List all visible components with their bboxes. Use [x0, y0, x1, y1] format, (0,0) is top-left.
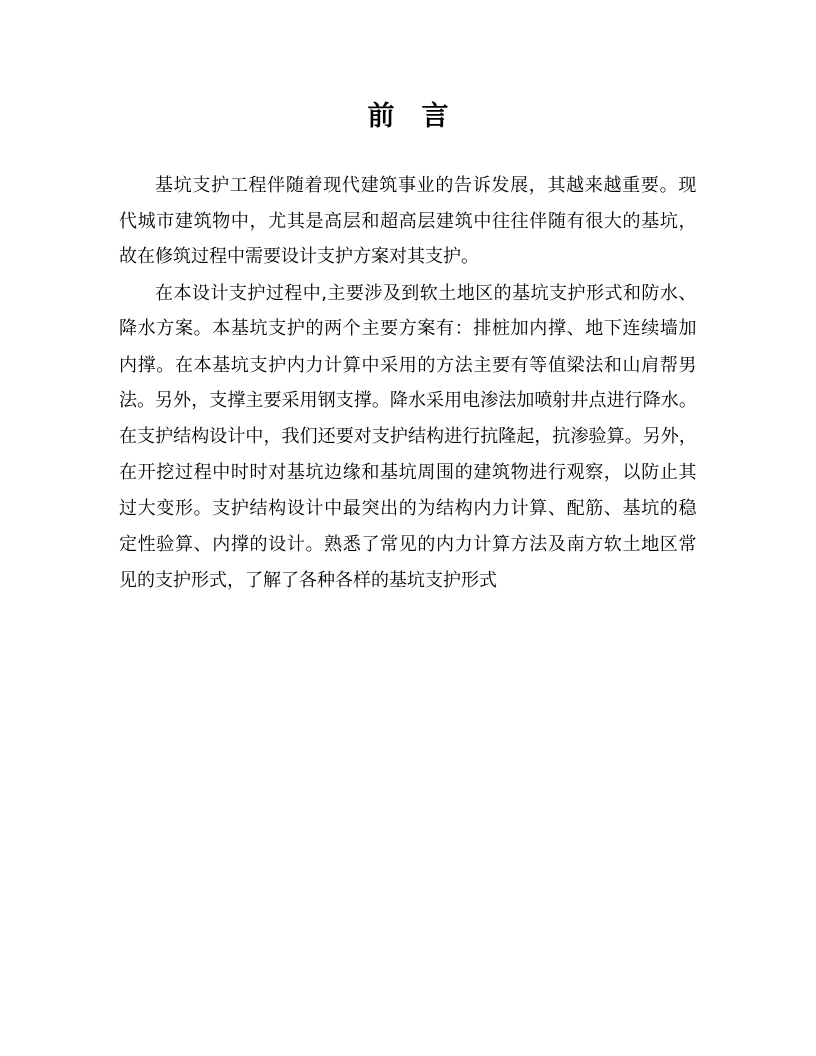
paragraph-1-line-2: 代城市建筑物中，尤其是高层和超高层建筑中往往伴随有很大的基坑， [119, 211, 698, 232]
paragraph-1-line-3: 故在修筑过程中需要设计支护方案对其支护。 [119, 246, 479, 267]
paragraph-2-line-2: 降水方案。本基坑支护的两个主要方案有：排桩加内撑、地下连续墙加 [119, 318, 698, 339]
paragraph-1-line-1: 基坑支护工程伴随着现代建筑事业的告诉发展，其越来越重要。现 [155, 175, 698, 196]
paragraph-2-line-8: 定性验算、内撑的设计。熟悉了常见的内力计算方法及南方软土地区常 [119, 534, 698, 555]
paragraph-2-line-3: 内撑。在本基坑支护内力计算中采用的方法主要有等值梁法和山肩帮男 [119, 355, 698, 376]
paragraph-2-line-6: 在开挖过程中时时对基坑边缘和基坑周围的建筑物进行观察，以防止其 [119, 462, 698, 483]
paragraph-2-line-5: 在支护结构设计中，我们还要对支护结构进行抗隆起，抗渗验算。另外， [119, 426, 697, 447]
paragraph-2-line-4: 法。另外，支撑主要采用钢支撑。降水采用电渗法加喷射井点进行降水。 [119, 390, 697, 411]
page-title: 前 言 [367, 101, 449, 132]
paragraph-2-line-9: 见的支护形式，了解了各种各样的基坑支护形式 [119, 570, 497, 591]
paragraph-2-line-1: 在本设计支护过程中,主要涉及到软土地区的基坑支护形式和防水、 [155, 283, 697, 304]
paragraph-2-line-7: 过大变形。支护结构设计中最突出的为结构内力计算、配筋、基坑的稳 [119, 498, 698, 519]
